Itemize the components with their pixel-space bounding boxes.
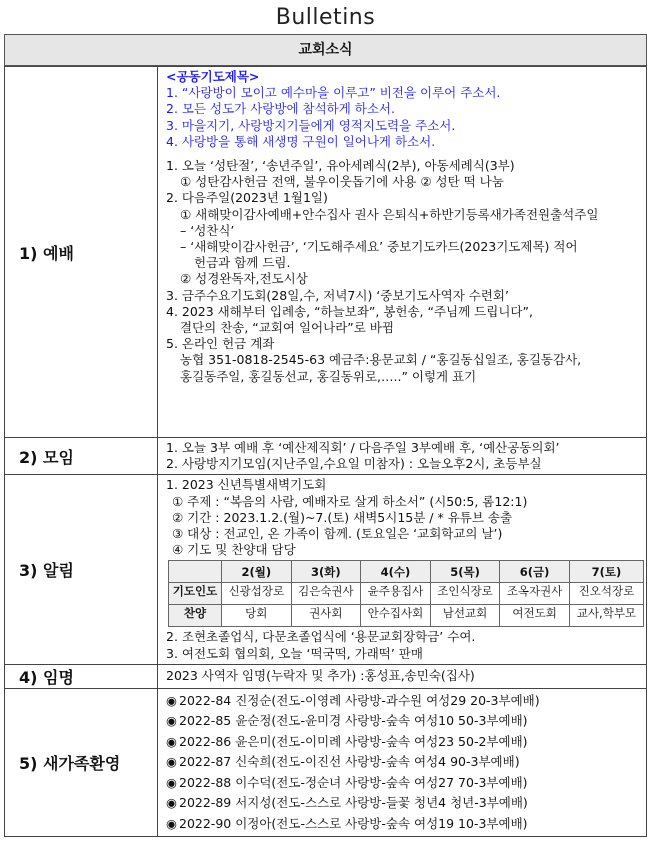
- appointment-row: [5, 664, 647, 688]
- welcome-content: [158, 688, 647, 837]
- schedule-cell: 여전도회: [500, 605, 570, 627]
- notice-row: [5, 475, 647, 664]
- schedule-corner: [169, 561, 222, 583]
- radio-bullet-icon: ◉: [166, 754, 177, 770]
- welcome-entry: [166, 711, 640, 732]
- section-banner: 교회소식: [4, 34, 647, 66]
- meeting-item: 2. 사랑방지기모임(지난주일,수요일 미참자) : 오늘오후2시, 초등부실: [166, 456, 542, 472]
- schedule-header-row: [169, 561, 644, 583]
- schedule-cell: 교사,학부모: [569, 605, 643, 627]
- welcome-entry: [166, 793, 640, 814]
- radio-bullet-icon: ◉: [166, 713, 177, 729]
- prayer-item: 2. 모든 성도가 사랑방에 참석하게 하소서.: [166, 101, 395, 117]
- bulletin-table: [4, 66, 647, 837]
- prayer-item: 3. 마을지기, 사랑방지기들에게 영적지도력을 주소서.: [166, 117, 456, 133]
- radio-bullet-icon: ◉: [166, 733, 177, 749]
- notice-item: 1. 2023 신년특별새벽기도회: [166, 477, 327, 493]
- schedule-row-label: 기도인도: [169, 583, 222, 605]
- schedule-cell: 남선교회: [430, 605, 500, 627]
- welcome-entry-text: 2022-89 서지성(전도-스스로 사랑방-들꽃 청년4 청년-3부예배): [179, 795, 528, 811]
- welcome-row: [5, 688, 647, 837]
- worship-item: – ‘성찬식’: [180, 222, 235, 238]
- worship-item: 2. 다음주일(2023년 1월1일): [166, 190, 328, 206]
- radio-bullet-icon: ◉: [166, 774, 177, 790]
- worship-item: 4. 2023 새해부터 입례송, “하늘보좌”, 봉헌송, “주님께 드립니다”,: [166, 303, 533, 319]
- notice-item: ③ 대상 : 전교인, 온 가족이 함께. (토요일은 ‘교회학교의 날’): [172, 526, 503, 542]
- schedule-day: 3(화): [291, 561, 361, 583]
- worship-item: 5. 온라인 헌금 계좌: [166, 336, 275, 352]
- notice-item: ④ 기도 및 찬양대 담당: [172, 542, 296, 558]
- schedule-cell: 진오석장로: [569, 583, 643, 605]
- prayer-item: 4. 사랑방을 통해 새생명 구원이 일어나게 하소서.: [166, 133, 436, 149]
- radio-bullet-icon: ◉: [166, 692, 177, 708]
- welcome-entry: [166, 752, 640, 773]
- schedule-cell: 조옥자권사: [500, 583, 570, 605]
- worship-content: [158, 67, 647, 438]
- worship-item: ① 성탄감사헌금 전액, 불우이웃돕기에 사용 ② 성탄 떡 나눔: [180, 174, 504, 190]
- schedule-cell: 안수집사회: [361, 605, 431, 627]
- radio-bullet-icon: ◉: [166, 795, 177, 811]
- worship-item: ① 새해맞이감사예배+안수집사 권사 은퇴식+하반기등록새가족전원출석주일: [180, 206, 599, 222]
- meeting-row: [5, 438, 647, 475]
- welcome-entry: [166, 732, 640, 753]
- notice-item: ① 주제 : “복음의 사람, 예배자로 살게 하소서” (시50:5, 롬12:1): [172, 493, 528, 509]
- schedule-row: [169, 583, 644, 605]
- welcome-entry-text: 2022-88 이수덕(전도-정순녀 사랑방-숲속 여성27 70-3부예배): [179, 774, 528, 790]
- schedule-cell: 조인식장로: [430, 583, 500, 605]
- worship-label: 1) 예배: [5, 67, 158, 438]
- schedule-row-label: 찬양: [169, 605, 222, 627]
- notice-item: 3. 여전도회 협의회, 오늘 ‘떡국떡, 가래떡’ 판매: [166, 645, 423, 661]
- worship-item: 홍길동주일, 홍길동선교, 홍길동위로,…..” 이렇게 표기: [180, 368, 477, 384]
- worship-item: 헌금과 함께 드림.: [194, 255, 291, 271]
- meeting-item: 1. 오늘 3부 예배 후 ‘예산제직회’ / 다음주일 3부예배 후, ‘예산공동의회’: [166, 440, 560, 455]
- schedule-day: 7(토): [569, 561, 643, 583]
- schedule-day: 5(목): [430, 561, 500, 583]
- schedule-cell: 당회: [222, 605, 292, 627]
- welcome-entry-text: 2022-86 윤은미(전도-이미례 사랑방-숲속 여성23 50-2부예배): [179, 733, 528, 749]
- page-title: Bulletins: [275, 5, 376, 30]
- schedule-row: [169, 605, 644, 627]
- meeting-label: 2) 모임: [5, 438, 158, 475]
- schedule-day: 4(수): [361, 561, 431, 583]
- meeting-content: [158, 438, 647, 475]
- welcome-entry: [166, 691, 640, 712]
- welcome-entry-text: 2022-87 신숙희(전도-이진선 사랑방-숲속 여성4 90-3부예배): [179, 754, 520, 770]
- welcome-label: 5) 새가족환영: [5, 688, 158, 837]
- notice-content: [158, 475, 647, 664]
- appointment-text: 2023 사역자 임명(누락자 및 추가) :홍성표,송민숙(집사): [166, 667, 475, 683]
- schedule-cell: 김은숙권사: [291, 583, 361, 605]
- worship-row: [5, 67, 647, 438]
- appointment-label: 4) 임명: [5, 664, 158, 688]
- notice-item: 2. 조현초졸업식, 다문초졸업식에 ‘용문교회장학금’ 수여.: [166, 629, 476, 645]
- prayer-item: 1. “사랑방이 모이고 예수마을 이루고” 비전을 이루어 주소서.: [166, 85, 501, 101]
- notice-item: ② 기간 : 2023.1.2.(월)~7.(토) 새벽5시15분 / * 유튜브 송출: [172, 509, 513, 525]
- worship-item: 3. 금주수요기도회(28일,수, 저녁7시) ‘중보기도사역자 수련회’: [166, 287, 509, 303]
- schedule-day: 2(월): [222, 561, 292, 583]
- radio-bullet-icon: ◉: [166, 815, 177, 831]
- welcome-entry-text: 2022-90 이정아(전도-스스로 사랑방-숲속 여성19 10-3부예배): [179, 815, 528, 831]
- schedule-day: 6(금): [500, 561, 570, 583]
- worship-item: – ‘새해맞이감사헌금’, ‘기도해주세요’ 중보기도카드(2023기도제목) 적어: [180, 239, 578, 255]
- welcome-entry: [166, 814, 640, 835]
- schedule-cell: 신광섭장로: [222, 583, 292, 605]
- welcome-entry-text: 2022-85 윤순정(전도-윤미경 사랑방-숲속 여성10 50-3부예배): [179, 713, 528, 729]
- worship-item: ② 성경완독자,전도시상: [180, 271, 308, 287]
- notice-label: 3) 알림: [5, 475, 158, 664]
- worship-item: 농협 351-0818-2545-63 예금주:용문교회 / “홍길동십일조, 홍길동감사,: [180, 352, 582, 368]
- prayer-schedule-table: [168, 560, 644, 627]
- prayer-title: <공동기도제목>: [166, 69, 260, 84]
- welcome-entry-text: 2022-84 진정순(전도-이영례 사랑방-과수원 여성29 20-3부예배): [179, 692, 540, 708]
- schedule-cell: 윤주용집사: [361, 583, 431, 605]
- worship-item: 1. 오늘 ‘성탄절’, ‘송년주일’, 유아세례식(2부), 아동세례식(3부): [166, 158, 515, 174]
- worship-item: 결단의 찬송, “교회여 일어나라”로 바뀜: [180, 320, 394, 336]
- schedule-cell: 권사회: [291, 605, 361, 627]
- appointment-content: [158, 664, 647, 688]
- welcome-entry: [166, 773, 640, 794]
